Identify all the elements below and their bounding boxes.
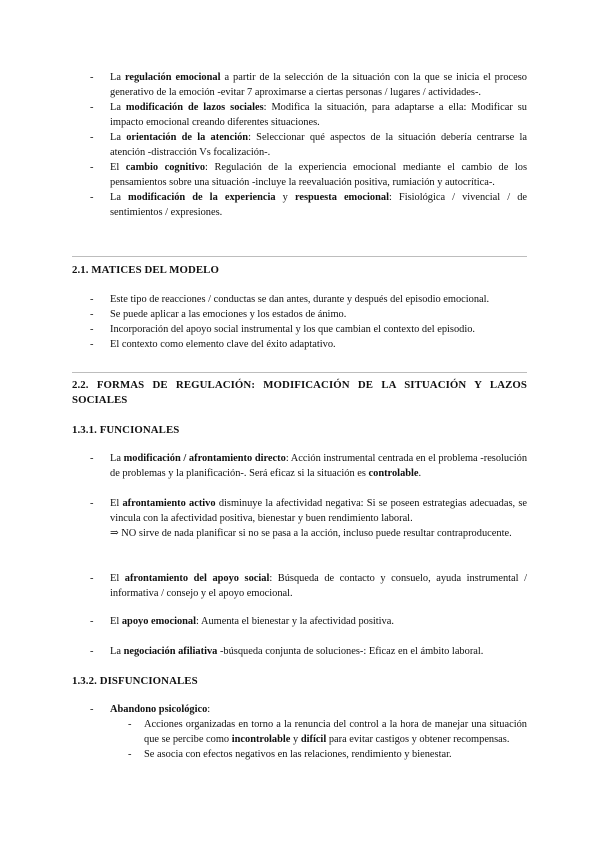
- text-run: El: [110, 162, 126, 173]
- list-item: [72, 571, 527, 601]
- list-item-text: [110, 192, 527, 218]
- subsection-heading-funcionales: 1.3.1. FUNCIONALES: [72, 424, 180, 436]
- sub-list-item: [110, 717, 527, 747]
- list-item-text: [110, 573, 527, 599]
- regulation-strategies-list: [72, 70, 527, 220]
- text-run: La: [110, 102, 126, 113]
- bold-term: respuesta emocional: [294, 192, 389, 203]
- list-item: [72, 322, 527, 337]
- text-run: La: [110, 453, 124, 464]
- bold-term: apoyo emocional: [121, 616, 197, 627]
- dash-bullet: -: [90, 616, 94, 627]
- text-run: La: [110, 646, 124, 657]
- text-run: Acciones organizadas en torno a la renuncia del control a la hora de manejar una situación que se percibe como: [144, 719, 527, 745]
- list-item-text: [110, 72, 527, 98]
- dash-bullet: -: [90, 132, 94, 143]
- sub-list-item: [110, 747, 527, 762]
- list-item: [72, 160, 527, 190]
- bold-term: orientación de la atención: [126, 132, 249, 143]
- funcionales-list: [72, 571, 527, 601]
- bold-term: modificación de la experiencia: [128, 192, 276, 203]
- list-item: [72, 292, 527, 307]
- text-run: .: [418, 468, 422, 479]
- dash-bullet: -: [128, 749, 132, 760]
- section-divider: [72, 256, 527, 257]
- dash-bullet: -: [90, 162, 94, 173]
- list-item-text: [110, 132, 527, 158]
- text-run: : Seleccionar qué aspectos de la situación debería centrarse la atención -distracción Vs focalización-.: [110, 132, 527, 158]
- dash-bullet: -: [90, 192, 94, 203]
- dash-bullet: -: [90, 72, 94, 83]
- bold-term: cambio cognitivo: [125, 162, 206, 173]
- text-run: : Regulación de la experiencia emocional mediante el cambio de los pensamientos sobre una situación -incluye la reevaluación positiva, rumiación y autocrítica-.: [110, 162, 528, 188]
- label-colon: :: [207, 704, 211, 715]
- text-run: La: [110, 72, 125, 83]
- subsection-heading-disfuncionales: 1.3.2. DISFUNCIONALES: [72, 675, 198, 687]
- list-item-text: [110, 646, 483, 657]
- matices-list: [72, 292, 527, 352]
- section-heading-matices: 2.1. MATICES DEL MODELO: [72, 264, 219, 276]
- dash-bullet: -: [90, 324, 94, 335]
- list-item: [72, 451, 527, 481]
- text-run: y: [290, 734, 301, 745]
- bold-term: incontrolable: [231, 734, 291, 745]
- bold-term: negociación afiliativa: [123, 646, 218, 657]
- list-item: [72, 337, 527, 352]
- list-item-text: [110, 102, 527, 128]
- text-run: La: [110, 192, 129, 203]
- section-heading-formas: 2.2. FORMAS DE REGULACIÓN: MODIFICACIÓN DE LA SITUACIÓN Y LAZOS SOCIALES: [72, 379, 527, 406]
- list-item: [72, 644, 527, 659]
- disfuncionales-list: [72, 702, 527, 717]
- dash-bullet: -: [90, 339, 94, 350]
- text-run: -búsqueda conjunta de soluciones-: Eficaz en el ámbito laboral.: [217, 646, 484, 657]
- section-divider: [72, 372, 527, 373]
- text-run: La: [110, 132, 127, 143]
- funcionales-list: [72, 614, 527, 629]
- text-run: : Modifica la situación, para adaptarse a ella: Modificar su impacto emocional creando diferentes situaciones.: [110, 102, 527, 128]
- list-item-text: [110, 498, 527, 524]
- list-item: [72, 130, 527, 160]
- list-item: [72, 190, 527, 220]
- funcionales-list: [72, 644, 527, 659]
- list-item: [72, 100, 527, 130]
- abandono-sub-list: [110, 717, 527, 762]
- list-item: [72, 307, 527, 322]
- text-run: : Aumenta el bienestar y la afectividad positiva.: [196, 616, 394, 627]
- list-item-text: Este tipo de reacciones / conductas se dan antes, durante y después del episodio emocional.: [110, 294, 490, 305]
- list-item-text: Incorporación del apoyo social instrumental y los que cambian el contexto del episodio.: [110, 324, 476, 335]
- bold-term: modificación de lazos sociales: [125, 102, 264, 113]
- list-item: [72, 70, 527, 100]
- sub-list-item-text: [144, 749, 452, 760]
- dash-bullet: -: [90, 453, 94, 464]
- list-item-label: Abandono psicológico: [110, 704, 208, 715]
- dash-bullet: -: [90, 309, 94, 320]
- bold-term: controlable: [368, 468, 419, 479]
- list-item-text: [110, 453, 527, 479]
- bold-term: afrontamiento del apoyo social: [124, 573, 270, 584]
- text-run: Se asocia con efectos negativos en las relaciones, rendimiento y bienestar.: [144, 749, 452, 760]
- dash-bullet: -: [90, 102, 94, 113]
- text-run: disminuye la afectividad negativa: Si se poseen estrategias adecuadas, se vincula con la afectividad positiva, bienestar y buen rendimiento laboral.: [110, 498, 527, 524]
- sub-list-item-text: [144, 719, 527, 745]
- text-run: El: [110, 573, 125, 584]
- funcionales-list: [72, 496, 527, 541]
- dash-bullet: -: [90, 573, 94, 584]
- text-run: : Fisiológica / vivencial / de sentimientos / expresiones.: [110, 192, 527, 218]
- dash-bullet: -: [90, 704, 94, 715]
- list-item-note: ⇒ NO sirve de nada planificar si no se pasa a la acción, incluso puede resultar contraproducente.: [110, 528, 512, 539]
- dash-bullet: -: [90, 646, 94, 657]
- bold-term: difícil: [300, 734, 327, 745]
- list-item-text: [110, 616, 394, 627]
- list-item: [72, 614, 527, 629]
- dash-bullet: -: [128, 719, 132, 730]
- text-run: : Acción instrumental centrada en el problema -resolución de problemas y la planificación-. Será eficaz si la situación es: [110, 453, 528, 479]
- dash-bullet: -: [90, 498, 94, 509]
- text-run: para evitar castigos y obtener recompensas.: [326, 734, 510, 745]
- text-run: : Búsqueda de contacto y consuelo, ayuda instrumental / informativa / consejo y el apoyo emocional.: [110, 573, 527, 599]
- list-item: [72, 702, 527, 717]
- list-item-text: El contexto como elemento clave del éxito adaptativo.: [110, 339, 336, 350]
- bold-term: modificación / afrontamiento directo: [123, 453, 286, 464]
- list-item-text: Se puede aplicar a las emociones y los estados de ánimo.: [110, 309, 347, 320]
- funcionales-list: [72, 451, 527, 481]
- text-run: a partir de la selección de la situación con la que se inicia el proceso generativo de la emoción -evitar 7 aproximarse a ciertas personas / lugares / actividades-.: [110, 72, 527, 98]
- bold-term: regulación emocional: [124, 72, 221, 83]
- bold-term: afrontamiento activo: [122, 498, 216, 509]
- text-run: y: [275, 192, 295, 203]
- dash-bullet: -: [90, 294, 94, 305]
- text-run: El: [110, 498, 123, 509]
- list-item: [72, 496, 527, 541]
- text-run: El: [110, 616, 122, 627]
- list-item-text: [110, 162, 527, 188]
